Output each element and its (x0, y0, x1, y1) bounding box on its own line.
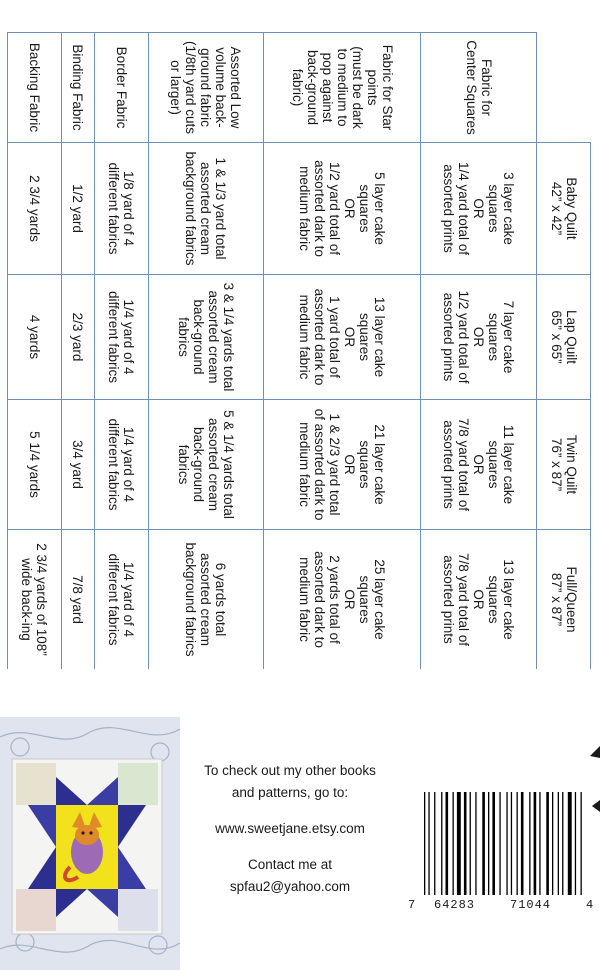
barcode-bar (428, 792, 429, 895)
edge-star-icon (582, 744, 600, 844)
table-row (264, 33, 421, 670)
email-link[interactable]: spfau2@yahoo.com (229, 879, 351, 894)
fabric-amount-cell: 13 layer cake squares OR 7/8 yard total of assorted prints (421, 530, 537, 670)
barcode-left-group: 64283 (434, 898, 476, 912)
fabric-amount-cell: 1/4 yard of 4 different fabrics (94, 530, 148, 670)
barcode-bar (562, 792, 563, 895)
quilt-block-photo (0, 717, 180, 970)
fabric-type-label: Backing Fabric (8, 33, 62, 143)
fabric-requirements-table (7, 32, 591, 669)
fabric-amount-cell: 13 layer cake squares OR 1 yard total of assorted dark to medium fabric (264, 275, 421, 400)
barcode-bar (492, 792, 495, 895)
fabric-type-label: Assorted Low volume back-ground fabric (1/8th yard cuts or larger) (148, 33, 264, 143)
table-row (61, 33, 94, 670)
barcode-bar (499, 792, 500, 895)
barcode-bar (488, 792, 489, 895)
quilt-size-header: Baby Quilt 42” x 42” (537, 143, 591, 275)
barcode-bar (575, 792, 576, 895)
table-row (8, 33, 62, 670)
barcode-bars (424, 792, 584, 895)
barcode-bar (457, 792, 461, 895)
fabric-amount-cell: 2 3/4 yards (8, 143, 62, 275)
fabric-amount-cell: 3 & 1/4 yards total assorted cream back-ground fabrics (148, 275, 264, 400)
fabric-amount-cell: 5 & 1/4 yards total assorted cream back-ground fabrics (148, 400, 264, 530)
barcode-right-group: 71044 (510, 898, 552, 912)
barcode-bar (552, 792, 553, 895)
fabric-type-label: Binding Fabric (61, 33, 94, 143)
table-corner-cell (537, 33, 591, 143)
fabric-amount-cell: 7/8 yard (61, 530, 94, 670)
table-row (421, 33, 537, 670)
barcode-bar (546, 792, 549, 895)
table-row (148, 33, 264, 670)
fabric-amount-cell: 7 layer cake squares OR 1/2 yard total of assorted prints (421, 275, 537, 400)
fabric-amount-cell: 21 layer cake squares OR 1 & 2/3 yard total of assorted dark to medium fabric (264, 400, 421, 530)
fabric-type-label: Fabric for Center Squares (421, 33, 537, 143)
fabric-amount-cell: 11 layer cake squares OR 7/8 yard total of assorted prints (421, 400, 537, 530)
barcode-bar (534, 792, 537, 895)
barcode (404, 792, 596, 922)
barcode-bar (441, 792, 442, 895)
fabric-amount-cell: 2/3 yard (61, 275, 94, 400)
barcode-bar (511, 792, 512, 895)
website-link[interactable]: www.sweetjane.etsy.com (215, 821, 365, 836)
fabric-amount-cell: 3 layer cake squares OR 1/4 yard total of assorted prints (421, 143, 537, 275)
fabric-type-label: Border Fabric (94, 33, 148, 143)
barcode-bar (517, 792, 518, 895)
table-row (94, 33, 148, 670)
barcode-bar (424, 792, 425, 895)
contact-line-1: To check out my other books (204, 763, 376, 778)
barcode-bar (446, 792, 449, 895)
barcode-bar (434, 792, 435, 895)
barcode-bar (568, 792, 572, 895)
contact-info (185, 760, 395, 898)
barcode-bar (482, 792, 485, 895)
fabric-type-label: Fabric for Star points (must be dark to medium to pop against back-ground fabric) (264, 33, 421, 143)
fabric-amount-cell: 4 yards (8, 275, 62, 400)
quilt-size-header: Full/Queen 87” x 87” (537, 530, 591, 670)
fabric-amount-cell: 1/4 yard of 4 different fabrics (94, 400, 148, 530)
quilt-size-header: Lap Quilt 65” x 65” (537, 275, 591, 400)
barcode-bar (475, 792, 476, 895)
barcode-bar (464, 792, 467, 895)
fabric-amount-cell: 2 3/4 yards of 108” wide back-ing (8, 530, 62, 670)
barcode-bar (529, 792, 530, 895)
fabric-amount-cell: 3/4 yard (61, 400, 94, 530)
contact-line-2: and patterns, go to: (231, 785, 349, 800)
barcode-last-digit: 4 (586, 898, 595, 912)
fabric-amount-cell: 1/8 yard of 4 different fabrics (94, 143, 148, 275)
contact-label: Contact me at (247, 857, 333, 872)
fabric-amount-cell: 1/2 yard (61, 143, 94, 275)
barcode-bar (453, 792, 454, 895)
fabric-amount-cell: 5 1/4 yards (8, 400, 62, 530)
fabric-amount-cell: 5 layer cake squares OR 1/2 yard total of assorted dark to medium fabric (264, 143, 421, 275)
fabric-amount-cell: 25 layer cake squares OR 2 yards total of assorted dark to medium fabric (264, 530, 421, 670)
quilt-size-header: Twin Quilt 76” x 87” (537, 400, 591, 530)
fabric-amount-cell: 6 yards total assorted cream background fabrics (148, 530, 264, 670)
barcode-bar (539, 792, 540, 895)
barcode-bar (506, 792, 507, 895)
table-header-row (537, 33, 591, 670)
fabric-requirements-table-wrapper (7, 32, 591, 669)
barcode-first-digit: 7 (408, 898, 417, 912)
barcode-bar (558, 792, 559, 895)
barcode-bar (470, 792, 471, 895)
fabric-amount-cell: 1/4 yard of 4 different fabrics (94, 275, 148, 400)
barcode-bar (521, 792, 524, 895)
fabric-amount-cell: 1 & 1/3 yard total assorted cream background fabrics (148, 143, 264, 275)
